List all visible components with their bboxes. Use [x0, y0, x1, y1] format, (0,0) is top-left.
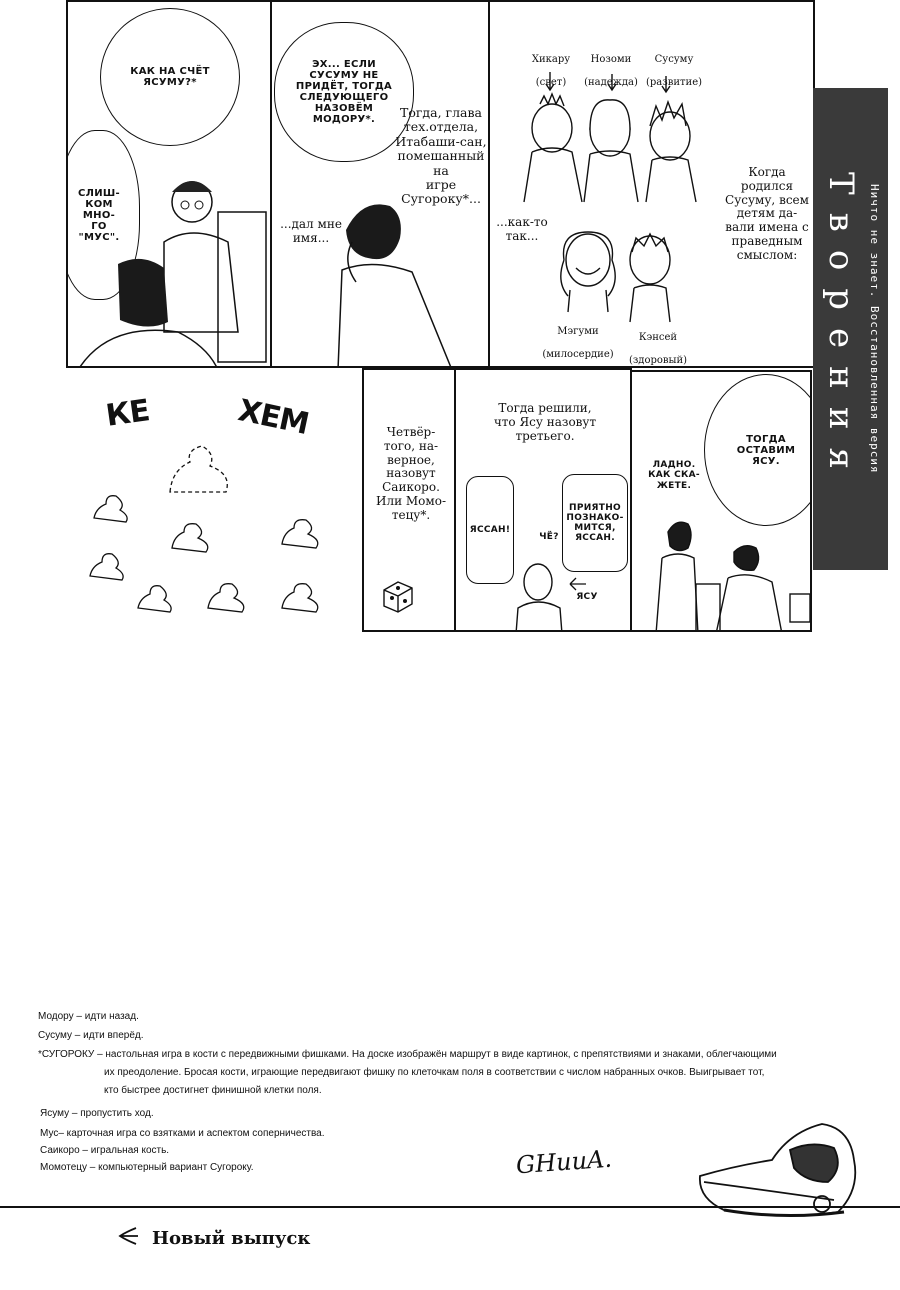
name-text: Сусуму: [654, 53, 694, 65]
name-text: Нозоми: [590, 53, 632, 65]
scene-drawing: [272, 2, 490, 368]
next-issue-label: Новый выпуск: [152, 1228, 311, 1249]
note-line: *СУГОРОКУ – настольная игра в кости с передвижными фишками. На доске изображён маршрут в виде картинок, с препятствиями и знаками, облегчающими: [38, 1049, 777, 1060]
narration-text: Когда родился Сусуму, всем детям да- вали имена с праведным смыслом:: [725, 165, 809, 262]
speech-text: ЛАДНО. КАК СКА- ЖЕТЕ.: [648, 460, 700, 491]
bubble-text: ЯССАН!: [469, 525, 511, 535]
name-text: Хикару: [531, 53, 571, 65]
narration-text: ...как-то так...: [496, 215, 548, 243]
meaning-text: (надежда): [584, 76, 638, 88]
bubble-text: КАК НА СЧЁТ ЯСУМУ?*: [130, 66, 210, 88]
narration-text: Тогда, глава тех.отдела, Итабаши-сан, помешанный на игре Сугороку*...: [395, 105, 487, 207]
series-subtitle: Ничто не знает. Восстановленная версия: [868, 184, 881, 474]
scene-drawing: [632, 372, 812, 632]
note-line: их преодоление. Бросая кости, играющие передвигают фишку по клеточкам поля в соответствии с числом набранных очков. Выигрывает тот,: [104, 1067, 765, 1078]
panel-7: [630, 370, 812, 632]
title-sidebar: [813, 88, 888, 570]
narration-text: ...дал мне имя...: [280, 217, 342, 245]
dice-icon: [378, 576, 418, 616]
bubble-text: ЭХ... ЕСЛИ СУСУМУ НЕ ПРИДЁТ, ТОГДА СЛЕДУЮЩЕГО НАЗОВЁМ МОДОРУ*.: [295, 59, 393, 125]
note-line: Модору – идти назад.: [38, 1011, 139, 1022]
author-signature: GHuuA.: [515, 1144, 613, 1180]
next-issue-link[interactable]: [112, 1222, 311, 1256]
note-line: Ясуму – пропустить ход.: [40, 1108, 154, 1119]
series-title: Творения: [821, 171, 861, 487]
meaning-text: (развитие): [645, 76, 703, 88]
note-line: Саикоро – игральная кость.: [40, 1145, 170, 1156]
arrow-left-icon: [116, 1224, 140, 1248]
bubble-text: ТОГДА ОСТАВИМ ЯСУ.: [736, 433, 796, 467]
sneaker-doodle: [694, 1120, 864, 1220]
note-line: Момотецу – компьютерный вариант Сугороку.: [40, 1162, 254, 1173]
character-label: ЯСУ: [576, 592, 598, 602]
bubble-text: ПРИЯТНО ПОЗНАКО- МИТСЯ, ЯССАН.: [566, 503, 624, 543]
panel-5: [362, 368, 456, 632]
narration-text: Тогда решили, что Ясу назовут третьего.: [493, 401, 597, 443]
children-drawing: [490, 2, 815, 368]
narration-text: Четвёр- того, на- верное, назовут Саикоро. Или Момо- тецу*.: [375, 425, 447, 522]
meaning-text: (милосердие): [542, 348, 614, 360]
meaning-text: (свет): [535, 76, 567, 88]
sound-effect: ХЕМ: [235, 393, 312, 442]
panel-1: [66, 0, 272, 368]
panel-6: [454, 368, 632, 632]
scene-drawing: [68, 2, 272, 368]
figure-drawing: [456, 370, 632, 632]
panel-3: [488, 0, 815, 368]
name-text: Кэнсей: [638, 331, 678, 343]
poop-doodles: [66, 370, 364, 632]
bubble-text: СЛИШ- КОМ МНО- ГО "МУС".: [77, 187, 121, 243]
panel-4: [66, 370, 364, 632]
note-line: кто быстрее достигнет финишной клетки поля.: [104, 1085, 322, 1096]
note-line: Мус– карточная игра со взятками и аспектом соперничества.: [40, 1128, 325, 1139]
footer-divider: [0, 1206, 900, 1208]
meaning-text: (здоровый): [628, 354, 688, 366]
note-line: Сусуму – идти вперёд.: [38, 1030, 144, 1041]
speech-text: ЧЁ?: [539, 532, 559, 542]
name-text: Мэгуми: [557, 325, 599, 337]
panel-2: [270, 0, 490, 368]
sound-effect: КЕ: [103, 393, 152, 434]
